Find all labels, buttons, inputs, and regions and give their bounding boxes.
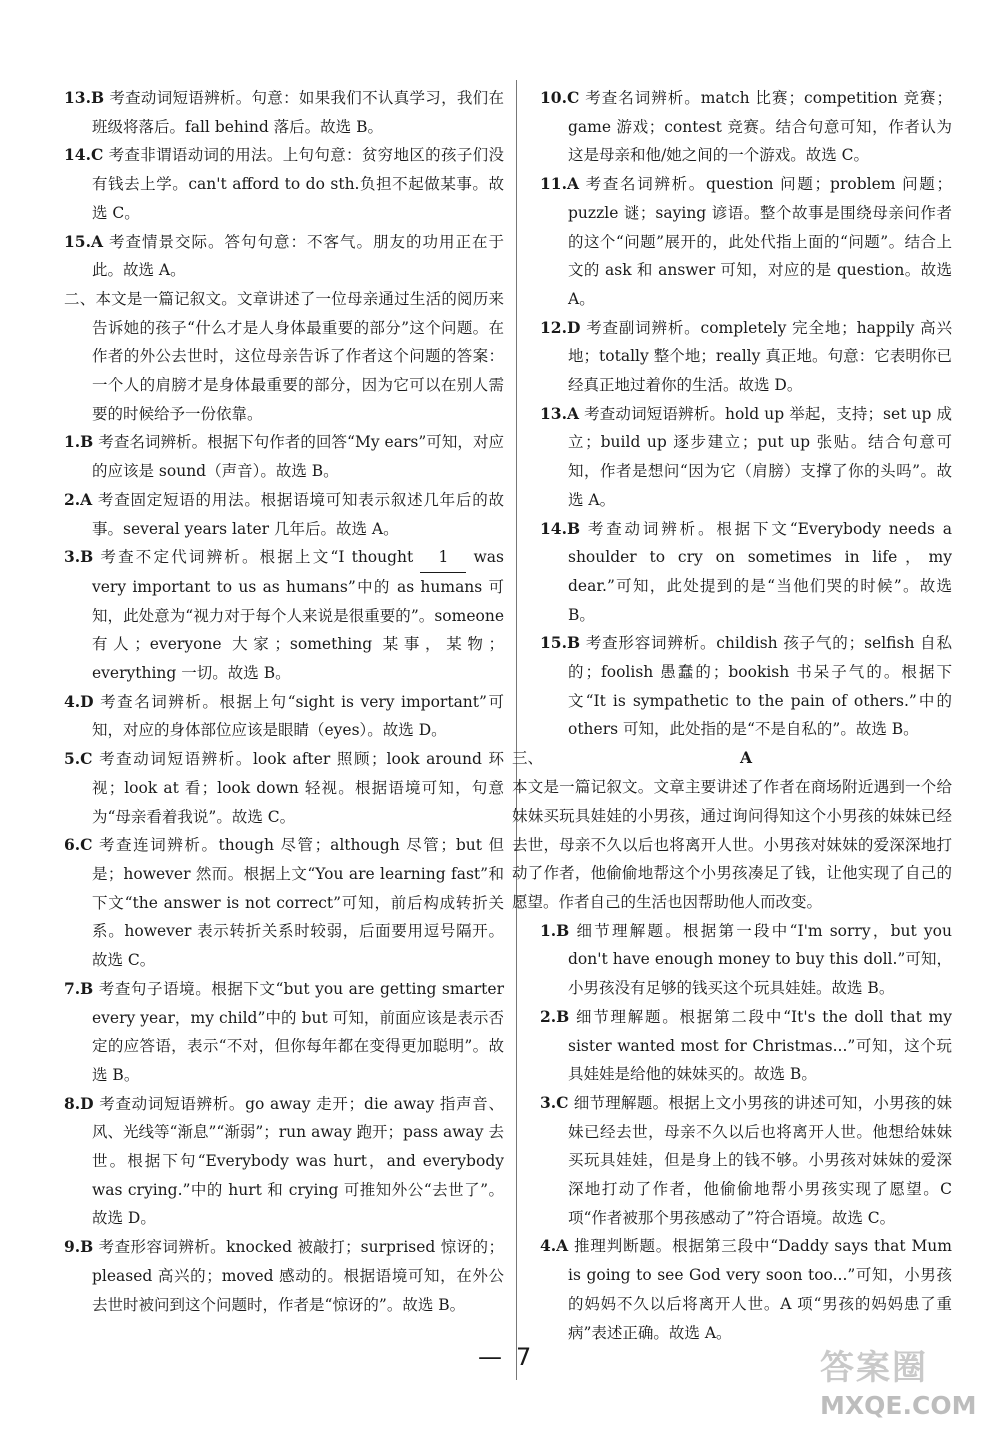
right-column [512,84,952,1347]
answer-item: 7.B 考查句子语境。根据下文“but you are getting smarter every year，my child”中的 but 可知，前面应该是表示否定的应答语，表示“不对，但你每年都在变得更加聪明”。故选 B。 [64,978,504,1084]
answer-item: 8.D 考查动词短语辨析。go away 走开；die away 指声音、风、光线等“渐息”“渐弱”；run away 跑开；pass away 去世。根据下句“Everybody was hurt，and everybody was crying.”中的 hurt 和 crying 可推知外公“去世了”。故选 D。 [64,1093,504,1228]
answer-item: 6.C 考查连词辨析。though 尽管；although 尽管；but 但是；however 然而。根据上文“You are learning fast”和下文“the answer is not correct”可知，前后构成转折关系。however 表示转折关系时较弱，后面要用逗号隔开。故选 C。 [64,835,504,970]
answer-item: 13.B 考查动词短语辨析。句意：如果我们不认真学习，我们在班级将落后。fall behind 落后。故选 B。 [64,88,504,136]
answer-item: 4.A 推理判断题。根据第三段中“Daddy says that Mum is going to see God very soon too...”可知，小男孩的妈妈不久以后将离开人世。A 项“男孩的妈妈患了重病”表述正确。故选 A。 [540,1236,952,1342]
answer-item: 14.C 考查非谓语动词的用法。上句句意：贫穷地区的孩子们没有钱去上学。can't afford to do sth.负担不起做某事。故选 C。 [64,145,504,222]
answer-item: 3.B 考查不定代词辨析。根据上文“I thought 1 was very important to us as humans”中的 as humans 可知，此处意为“视力对于每个人来说是很重要的”。someone 有人；everyone 大家；something 某事，某物；everything 一切。故选 B。 [64,543,504,688]
answer-item: 1.B 细节理解题。根据第一段中“I'm sorry，but you don't have enough money to buy this doll.”可知，小男孩没有足够的钱买这个玩具娃娃。故选 B。 [540,920,952,998]
answer-item: 1.B 考查名词辨析。根据下句作者的回答“My ears”可知，对应的应该是 sound（声音）。故选 B。 [64,432,504,481]
answer-item: 11.A 考查名词辨析。question 问题；problem 问题；puzzle 谜；saying 谚语。整个故事是围绕母亲问作者的这个“问题”展开的，此处代指上面的“问题”。结合上文的 ask 和 answer 可知，对应的是 question。故选 A。 [540,174,952,308]
watermark-logo: 答案圈 MXQE.COM [820,1348,977,1420]
answer-item: 9.B 考查形容词辨析。knocked 被敲打；surprised 惊讶的；pleased 高兴的；moved 感动的。根据语境可知，在外公去世时被问到这个问题时，作者是“惊讶的”。故选 B。 [64,1237,504,1314]
answer-item: 4.D 考查名词辨析。根据上句“sight is very important”可知，对应的身体部位应该是眼睛（eyes）。故选 D。 [64,691,504,740]
answer-item: 10.C 考查名词辨析。match 比赛；competition 竞赛；game 游戏；contest 竞赛。结合句意可知，作者认为这是母亲和他/她之间的一个游戏。故选 C。 [540,88,952,165]
left-column [64,84,504,1319]
section-three-summary: 本文是一篇记叙文。文章主要讲述了作者在商场附近遇到一个给妹妹买玩具娃娃的小男孩，通过询问得知这个小男孩的妹妹已经去世，母亲不久以后也将离开人世。小男孩对妹妹的爱深深地打动了作者，他偷偷地帮这个小男孩凑足了钱，让他实现了自己的愿望。作者自己的生活也因帮助他人而改变。 [512,778,952,911]
column-divider [516,80,517,1380]
answer-item: 2.A 考查固定短语的用法。根据语境可知表示叙述几年后的故事。several years later 几年后。故选 A。 [64,489,504,538]
answer-item: 15.A 考查情景交际。答句句意：不客气。朋友的功用正在于此。故选 A。 [64,231,504,280]
answer-item: 13.A 考查动词短语辨析。hold up 举起，支持；set up 成立；build up 逐步建立；put up 张贴。结合句意可知，作者是想问“因为它（肩膀）支撑了你的头吗”。故选 A。 [540,403,952,509]
answer-item: 14.B 考查动词辨析。根据下文“Everybody needs a shoulder to cry on sometimes in life，my dear.”可知，此处提到的是“当他们哭的时候”。故选 B。 [540,518,952,624]
answer-item: 2.B 细节理解题。根据第二段中“It's the doll that my sister wanted most for Christmas...”可知，这个玩具娃娃是给他的妹妹买的。故选 B。 [540,1006,952,1084]
answer-item: 5.C 考查动词短语辨析。look after 照顾；look around 环视；look at 看；look down 轻视。根据语境可知，句意为“母亲看着我说”。故选 C。 [64,749,504,826]
blank-number: 1 [420,543,466,573]
answer-item: 12.D 考查副词辨析。completely 完全地；happily 高兴地；totally 整个地；really 真正地。句意：它表明你已经真正地过着你的生活。故选 D。 [540,317,952,395]
answer-item: 15.B 考查形容词辨析。childish 孩子气的；selfish 自私的；foolish 愚蠢的；bookish 书呆子气的。根据下文“It is sympathetic to the pain of others.”中的 others 可知，此处指的是“不是自私的”。故选 B。 [540,633,952,739]
section-two-summary: 二、本文是一篇记叙文。文章讲述了一位母亲通过生活的阅历来告诉她的孩子“什么才是人身体最重要的部分”这个问题。在作者的外公去世时，这位母亲告诉了作者这个问题的答案：一个人的肩膀才是身体最重要的部分，因为它可以在别人需要的时候给予一份依靠。 [64,289,504,423]
section-three-heading: 三、 A [512,748,753,768]
answer-item: 3.C 细节理解题。根据上文小男孩的讲述可知，小男孩的妹妹已经去世，母亲不久以后也将离开人世。他想给妹妹买玩具娃娃，但是身上的钱不够。小男孩对妹妹的爱深深地打动了作者，他偷偷地帮小男孩实现了愿望。C 项“作者被那个男孩感动了”符合语境。故选 C。 [540,1092,952,1227]
page-number: — 7 [478,1343,532,1371]
